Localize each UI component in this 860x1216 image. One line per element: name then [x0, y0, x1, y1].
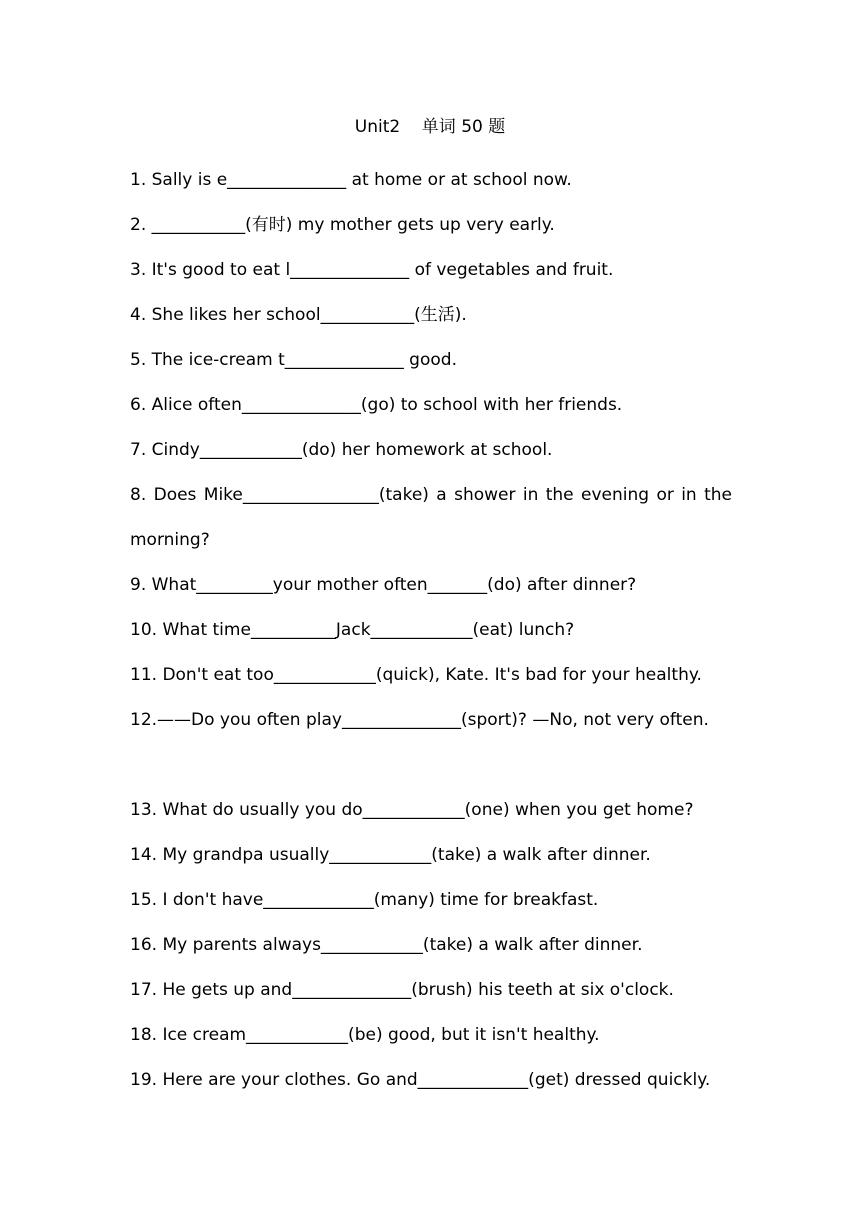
- question-5: 5. The ice-cream t______________ good.: [130, 350, 457, 370]
- question-6: 6. Alice often______________(go) to school with her friends.: [130, 395, 623, 415]
- question-3: 3. It's good to eat l______________ of vegetables and fruit.: [130, 260, 614, 280]
- question-10: 10. What time__________Jack____________(eat) lunch?: [130, 620, 575, 640]
- question-7: 7. Cindy____________(do) her homework at school.: [130, 440, 553, 460]
- question-17: 17. He gets up and______________(brush) his teeth at six o'clock.: [130, 980, 674, 1000]
- question-4: 4. She likes her school___________(生活).: [130, 305, 467, 325]
- question-13: 13. What do usually you do____________(one) when you get home?: [130, 800, 694, 820]
- question-list: [130, 158, 732, 1103]
- question-11: 11. Don't eat too____________(quick), Kate. It's bad for your healthy.: [130, 665, 702, 685]
- question-14: 14. My grandpa usually____________(take) a walk after dinner.: [130, 845, 651, 865]
- question-16: 16. My parents always____________(take) a walk after dinner.: [130, 935, 643, 955]
- question-12: 12.——Do you often play______________(sport)? —No, not very often.: [130, 710, 709, 730]
- question-8: 8. Does Mike________________(take) a shower in the evening or in the morning?: [130, 485, 732, 550]
- question-18: 18. Ice cream____________(be) good, but it isn't healthy.: [130, 1025, 600, 1045]
- question-9: 9. What_________your mother often_______(do) after dinner?: [130, 575, 637, 595]
- question-1: 1. Sally is e______________ at home or at school now.: [130, 170, 572, 190]
- question-15: 15. I don't have_____________(many) time for breakfast.: [130, 890, 599, 910]
- page-title: Unit2 单词 50 题: [354, 117, 506, 137]
- question-2: 2. ___________(有时) my mother gets up very early.: [130, 215, 555, 235]
- question-19: 19. Here are your clothes. Go and_____________(get) dressed quickly.: [130, 1070, 711, 1090]
